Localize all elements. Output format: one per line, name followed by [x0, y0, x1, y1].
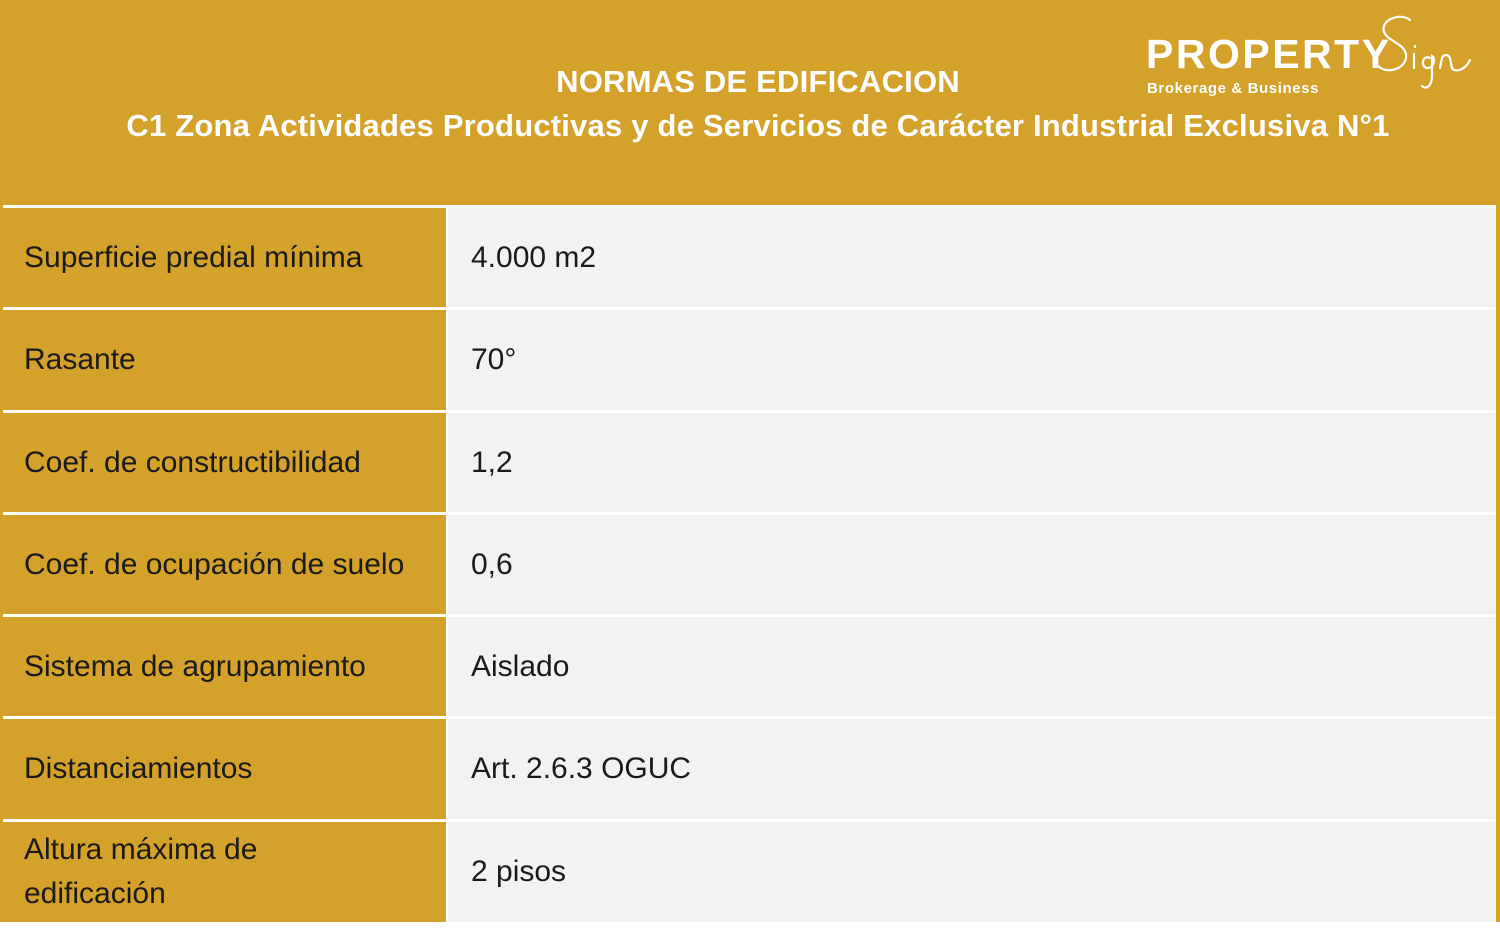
logo-script-sign — [1370, 14, 1474, 96]
row-value: 0,6 — [446, 515, 1496, 615]
table-row — [3, 410, 1496, 513]
row-label: Coef. de constructibilidad — [3, 413, 446, 513]
table-row — [3, 512, 1496, 615]
row-label: Altura máxima de edificación — [3, 822, 446, 922]
page-title: NORMAS DE EDIFICACION — [556, 64, 960, 99]
row-label: Rasante — [3, 310, 446, 410]
table-row — [3, 307, 1496, 410]
row-value: Art. 2.6.3 OGUC — [446, 719, 1496, 819]
logo-tagline: Brokerage & Business — [1147, 80, 1320, 97]
row-label: Superficie predial mínima — [3, 208, 446, 308]
table-row — [3, 205, 1496, 308]
bottom-margin — [0, 922, 1500, 938]
table-row — [3, 819, 1496, 922]
logo-wordmark: PROPERTY — [1146, 31, 1392, 77]
row-value: 4.000 m2 — [446, 208, 1496, 308]
table-row — [3, 716, 1496, 819]
row-label: Sistema de agrupamiento — [3, 617, 446, 717]
row-label: Distanciamientos — [3, 719, 446, 819]
brand-logo — [1146, 14, 1476, 104]
table-row — [3, 614, 1496, 717]
header-band — [0, 0, 1500, 205]
row-value: Aislado — [446, 617, 1496, 717]
row-label: Coef. de ocupación de suelo — [3, 515, 446, 615]
page-subtitle: C1 Zona Actividades Productivas y de Servicios de Carácter Industrial Exclusiva N°1 — [126, 108, 1390, 143]
row-value: 1,2 — [446, 413, 1496, 513]
row-value: 70° — [446, 310, 1496, 410]
row-value: 2 pisos — [446, 822, 1496, 922]
